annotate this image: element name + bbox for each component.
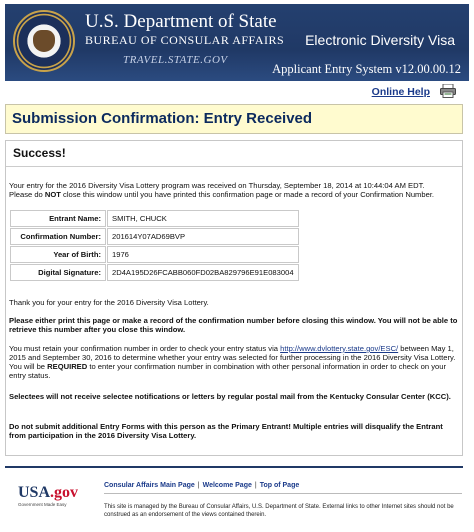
entry-details-table [9, 209, 300, 282]
thanks-message: Thank you for your entry for the 2016 Diversity Visa Lottery. [9, 298, 209, 307]
digital-signature-value: 2D4A195D26FCABB060FD02BA829796E91E083004 [107, 264, 299, 281]
entrant-status-check-link[interactable]: http://www.dvlottery.state.gov/ESC/ [280, 344, 399, 353]
selectees-notice: Selectees will not receive selectee notifications or letters by regular postal mail from the Kentucky Consular Center (KCC). [9, 392, 451, 401]
logo-tagline: Government Made Easy [18, 502, 67, 507]
printer-icon[interactable] [440, 84, 456, 98]
confirmation-number-label: Confirmation Number: [10, 228, 106, 245]
table-row [10, 264, 299, 281]
travel-state-gov[interactable]: TRAVEL.STATE.GOV [123, 54, 228, 66]
year-of-birth-label: Year of Birth: [10, 246, 106, 263]
department-title: U.S. Department of State [85, 11, 277, 32]
footer-links: Consular Affairs Main Page | Welcome Page | Top of Page [104, 482, 300, 489]
divider [6, 166, 462, 167]
site-header [5, 4, 469, 81]
consular-affairs-main-page-link[interactable]: Consular Affairs Main Page [104, 482, 195, 489]
help-row [0, 84, 474, 102]
print-warning: Please either print this page or make a record of the confirmation number before closing this window. You will not be able to retrieve this number after you close this window. [9, 316, 458, 334]
department-seal-icon [13, 10, 75, 72]
entrant-name-value: SMITH, CHUCK [107, 210, 299, 227]
year-of-birth-value: 1976 [107, 246, 299, 263]
no-additional-entries-notice: Do not submit additional Entry Forms with this person as the Primary Entrant! Multiple entries will disqualify the Entrant from participation in the 2016 Diversity Visa Lottery. [9, 422, 443, 440]
table-row [10, 228, 299, 245]
table-row [10, 210, 299, 227]
received-message: Your entry for the 2016 Diversity Visa Lottery program was received on Thursday, September 18, 2014 at 10:44:04 AM EDT. Please do NOT close this window until you have printed this confirmation page or made a record of your Confirmation Number. [9, 181, 435, 199]
bureau-name: BUREAU OF CONSULAR AFFAIRS [85, 33, 285, 47]
system-version: Applicant Entry System v12.00.00.12 [272, 62, 461, 76]
confirmation-number-value: 201614Y07AD69BVP [107, 228, 299, 245]
page-title: Submission Confirmation: Entry Received [12, 110, 313, 127]
online-help-link[interactable]: Online Help [371, 86, 430, 98]
confirmation-panel [5, 140, 463, 456]
footer-divider [5, 466, 463, 468]
success-heading: Success! [13, 146, 66, 160]
confirmation-banner [5, 104, 463, 134]
retain-message: You must retain your confirmation number in order to check your entry status via http://www.dvlottery.state.gov/ESC/ between May 1, 2015 and September 30, 2016 to determine whether your entry was selected for further processing in the 2016 Diversity Visa Lottery. You will be REQUIRED to enter your confirmation number in combination with other personal information in order to check on your entry status. [9, 344, 456, 380]
top-of-page-link[interactable]: Top of Page [259, 482, 300, 489]
footer-links-divider [104, 493, 462, 494]
digital-signature-label: Digital Signature: [10, 264, 106, 281]
entrant-name-label: Entrant Name: [10, 210, 106, 227]
usa-gov-logo[interactable]: USA.gov Government Made Easy [18, 484, 88, 508]
welcome-page-link[interactable]: Welcome Page [202, 482, 252, 489]
table-row [10, 246, 299, 263]
footer-disclaimer: This site is managed by the Bureau of Consular Affairs, U.S. Department of State. External links to other Internet sites should not be construed as an endorsement of the views contained therein. [104, 504, 454, 518]
program-title: Electronic Diversity Visa [305, 32, 455, 48]
